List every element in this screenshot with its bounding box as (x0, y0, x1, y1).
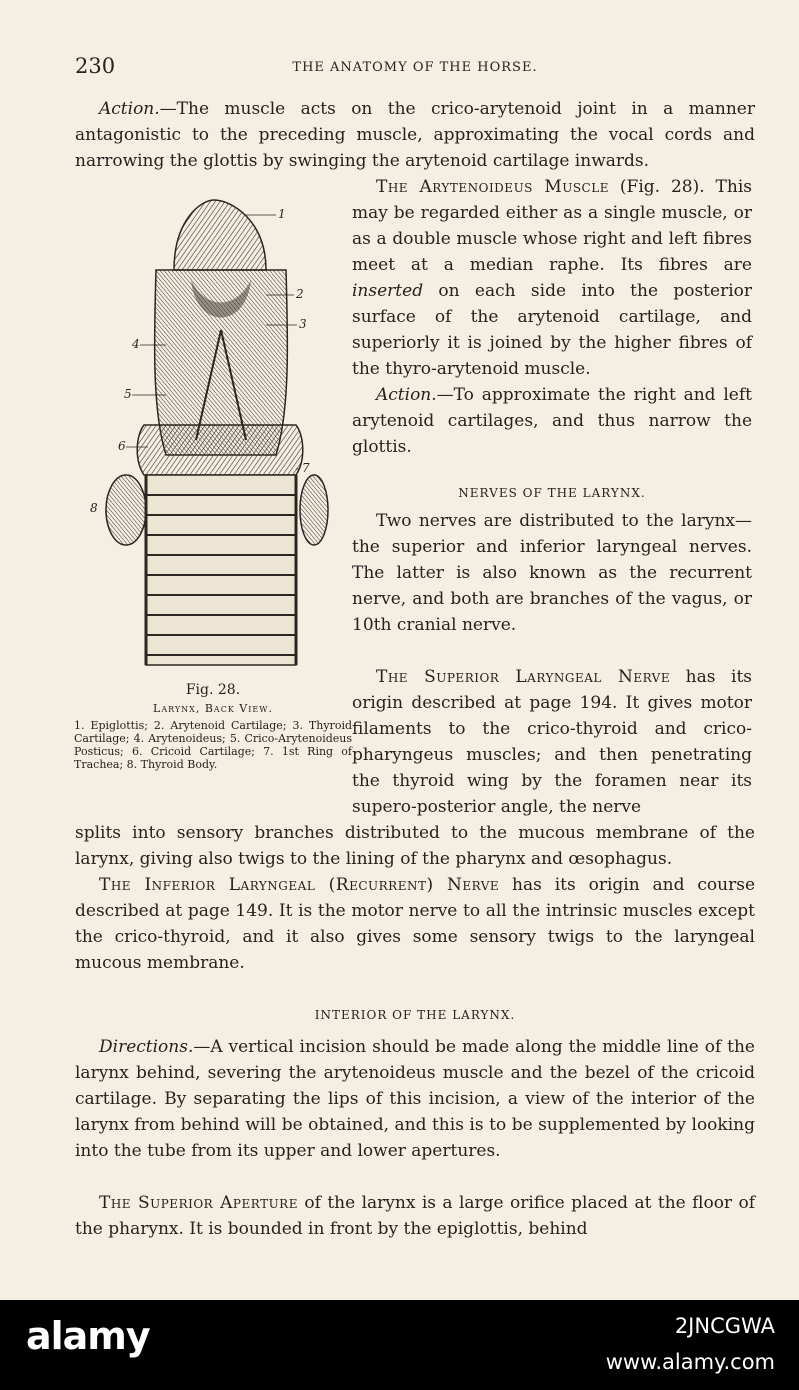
figure-title: Larynx, Back View. (153, 702, 273, 715)
alamy-logo: alamy (26, 1314, 150, 1358)
action-text: —The muscle acts on the crico-arytenoid joint in a manner antagonistic to the preceding muscle, approximating the vocal cords and narrowing the glottis by swinging the arytenoid cartilage inwards. (75, 99, 755, 171)
arytenoideus-emphasis: inserted (352, 281, 424, 301)
arytenoideus-text-2: on each side into the posterior surface of the arytenoid cartilage, and superiorly it is joined by the higher fibres of the thyro-arytenoid muscle. (352, 281, 752, 379)
page-number: 230 (75, 54, 116, 78)
figure-28 (90, 190, 326, 690)
action-paragraph (75, 96, 755, 174)
figure-label-1: 1 (278, 207, 286, 221)
figure-caption (74, 682, 352, 771)
image-id: 2JNCGWA (674, 1314, 775, 1338)
aperture-lead: The Superior Aperture (99, 1193, 298, 1213)
arytenoideus-paragraph (352, 174, 752, 382)
superior-nerve-lead: The Superior Laryngeal Nerve (376, 667, 671, 687)
nerves-heading: NERVES OF THE LARYNX. (458, 486, 646, 500)
running-title: THE ANATOMY OF THE HORSE. (292, 60, 538, 75)
action-lead: Action. (99, 99, 160, 119)
figure-label-6: 6 (118, 439, 126, 453)
figure-label-4: 4 (132, 337, 140, 351)
arytenoideus-text-1: (Fig. 28). This may be regarded either as a single muscle, or as a double muscle whose right and left fibres meet at a median raphe. Its fibres are (352, 177, 752, 275)
watermark-banner (0, 1300, 799, 1390)
figure-label-3: 3 (299, 317, 307, 331)
directions-paragraph (75, 1034, 755, 1164)
nerves-paragraph: Two nerves are distributed to the larynx—the superior and inferior laryngeal nerves. The latter is also known as the recurrent nerve, and both are branches of the vagus, or 10th cranial nerve. (352, 511, 752, 635)
superior-nerve-text: has its origin described at page 194. It gives motor filaments to the crico-thyroid and crico-pharyngeus muscles; and then penetrating the thyroid wing by the foramen near its supero-posterior angle, the nerve (352, 667, 753, 817)
aperture-paragraph (75, 1190, 755, 1242)
figure-label-7: 7 (302, 461, 310, 475)
directions-lead: Directions. (99, 1037, 194, 1057)
figure-number: Fig. 28. (185, 682, 241, 698)
action2-text: —To approximate the right and left arytenoid cartilages, and thus narrow the glottis. (352, 385, 752, 457)
page-header (75, 54, 755, 82)
arytenoideus-lead: The Arytenoideus Muscle (376, 177, 609, 197)
epiglottis-shape (174, 200, 266, 270)
inferior-nerve-paragraph (75, 872, 755, 976)
larynx-illustration (90, 190, 326, 690)
figure-label-5: 5 (124, 387, 132, 401)
figure-label-8: 8 (90, 501, 98, 515)
cricoid-cartilage-shape (137, 425, 303, 475)
inferior-nerve-lead: The Inferior Laryngeal (Recurrent) Nerve (99, 875, 500, 895)
action2-lead: Action. (376, 385, 437, 405)
inferior-nerve-text: has its origin and course described at page 149. It is the motor nerve to all the intrinsic muscles except the crico-thyroid, and it also gives some sensory twigs to the laryngeal mucous membrane. (75, 875, 756, 973)
figure-legend: 1. Epiglottis; 2. Arytenoid Cartilage; 3. Thyroid Cartilage; 4. Arytenoideus; 5. Crico-Arytenoideus Posticus; 6. Cricoid Cartilage; 7. 1st Ring of Trachea; 8. Thyroid Body. (74, 719, 352, 771)
action2-paragraph (352, 382, 752, 460)
directions-text: —A vertical incision should be made along the middle line of the larynx behind, severing the arytenoideus muscle and the bezel of the cricoid cartilage. By separating the lips of this incision, a view of the interior of the larynx from behind will be obtained, and this is to be supplemented by looking into the tube from its upper and lower apertures. (75, 1037, 755, 1161)
figure-label-2: 2 (296, 287, 304, 301)
interior-heading: INTERIOR OF THE LARYNX. (314, 1008, 516, 1022)
site-url: www.alamy.com (605, 1350, 775, 1374)
aperture-text: of the larynx is a large orifice placed at the floor of the pharynx. It is bounded in front by the epiglottis, behind (75, 1193, 755, 1239)
trachea-rings (146, 475, 296, 665)
superior-nerve-continuation: splits into sensory branches distributed to the mucous membrane of the larynx, giving also twigs to the lining of the pharynx and œsophagus. (75, 823, 755, 869)
superior-nerve-paragraph (352, 664, 752, 820)
